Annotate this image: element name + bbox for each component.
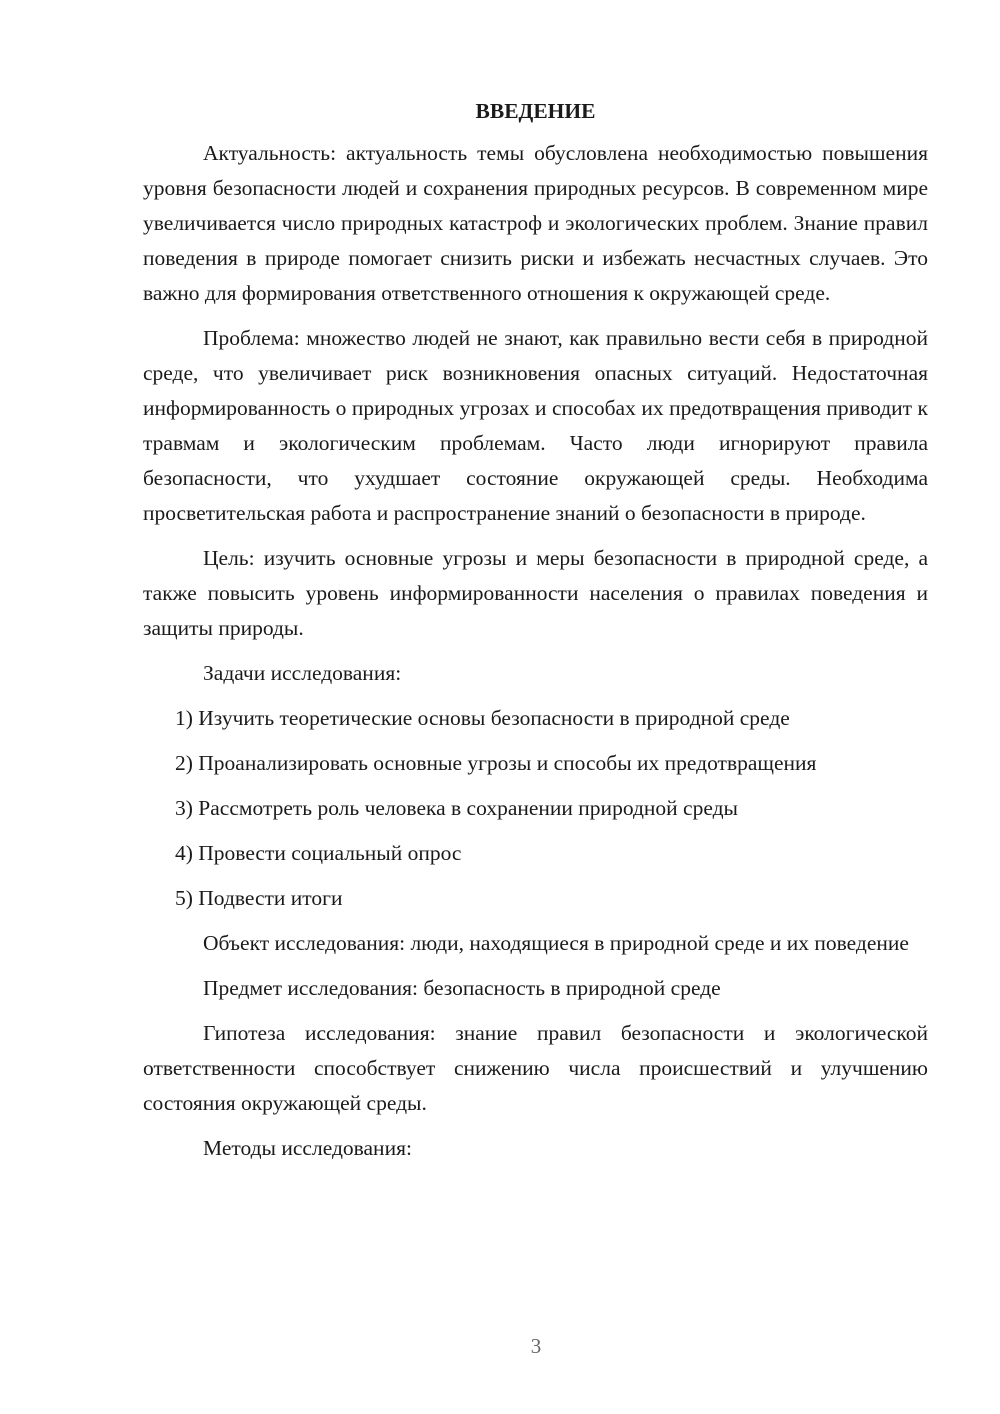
list-item: 2) Проанализировать основные угрозы и способы их предотвращения xyxy=(175,751,817,775)
list-item: 4) Провести социальный опрос xyxy=(175,841,462,865)
document-page xyxy=(143,96,928,1176)
hypothesis-paragraph: Гипотеза исследования: знание правил безопасности и экологической ответственности способствует снижению числа происшествий и улучшению состояния окружающей среды. xyxy=(143,1021,928,1115)
section-title: ВВЕДЕНИЕ xyxy=(475,99,596,123)
list-item: 1) Изучить теоретические основы безопасности в природной среде xyxy=(175,706,790,730)
tasks-list xyxy=(143,701,928,916)
relevance-paragraph: Актуальность: актуальность темы обусловлена необходимостью повышения уровня безопасности людей и сохранения природных ресурсов. В современном мире увеличивается число природных катастроф и экологических проблем. Знание правил поведения в природе помогает снизить риски и избежать несчастных случаев. Это важно для формирования ответственного отношения к окружающей среде. xyxy=(143,141,928,305)
object-paragraph: Объект исследования: люди, находящиеся в природной среде и их поведение xyxy=(203,931,909,955)
page-number: 3 xyxy=(530,1334,542,1358)
list-item: 5) Подвести итоги xyxy=(175,886,343,910)
goal-paragraph: Цель: изучить основные угрозы и меры безопасности в природной среде, а также повысить уровень информированности населения о правилах поведения и защиты природы. xyxy=(143,546,928,640)
methods-heading: Методы исследования: xyxy=(203,1136,412,1160)
subject-paragraph: Предмет исследования: безопасность в природной среде xyxy=(203,976,721,1000)
list-item: 3) Рассмотреть роль человека в сохранении природной среды xyxy=(175,796,738,820)
tasks-heading: Задачи исследования: xyxy=(203,661,402,685)
problem-paragraph: Проблема: множество людей не знают, как правильно вести себя в природной среде, что увеличивает риск возникновения опасных ситуаций. Недостаточная информированность о природных угрозах и способах их предотвращения приводит к травмам и экологическим проблемам. Часто люди игнорируют правила безопасности, что ухудшает состояние окружающей среды. Необходима просветительская работа и распространение знаний о безопасности в природе. xyxy=(143,326,928,525)
